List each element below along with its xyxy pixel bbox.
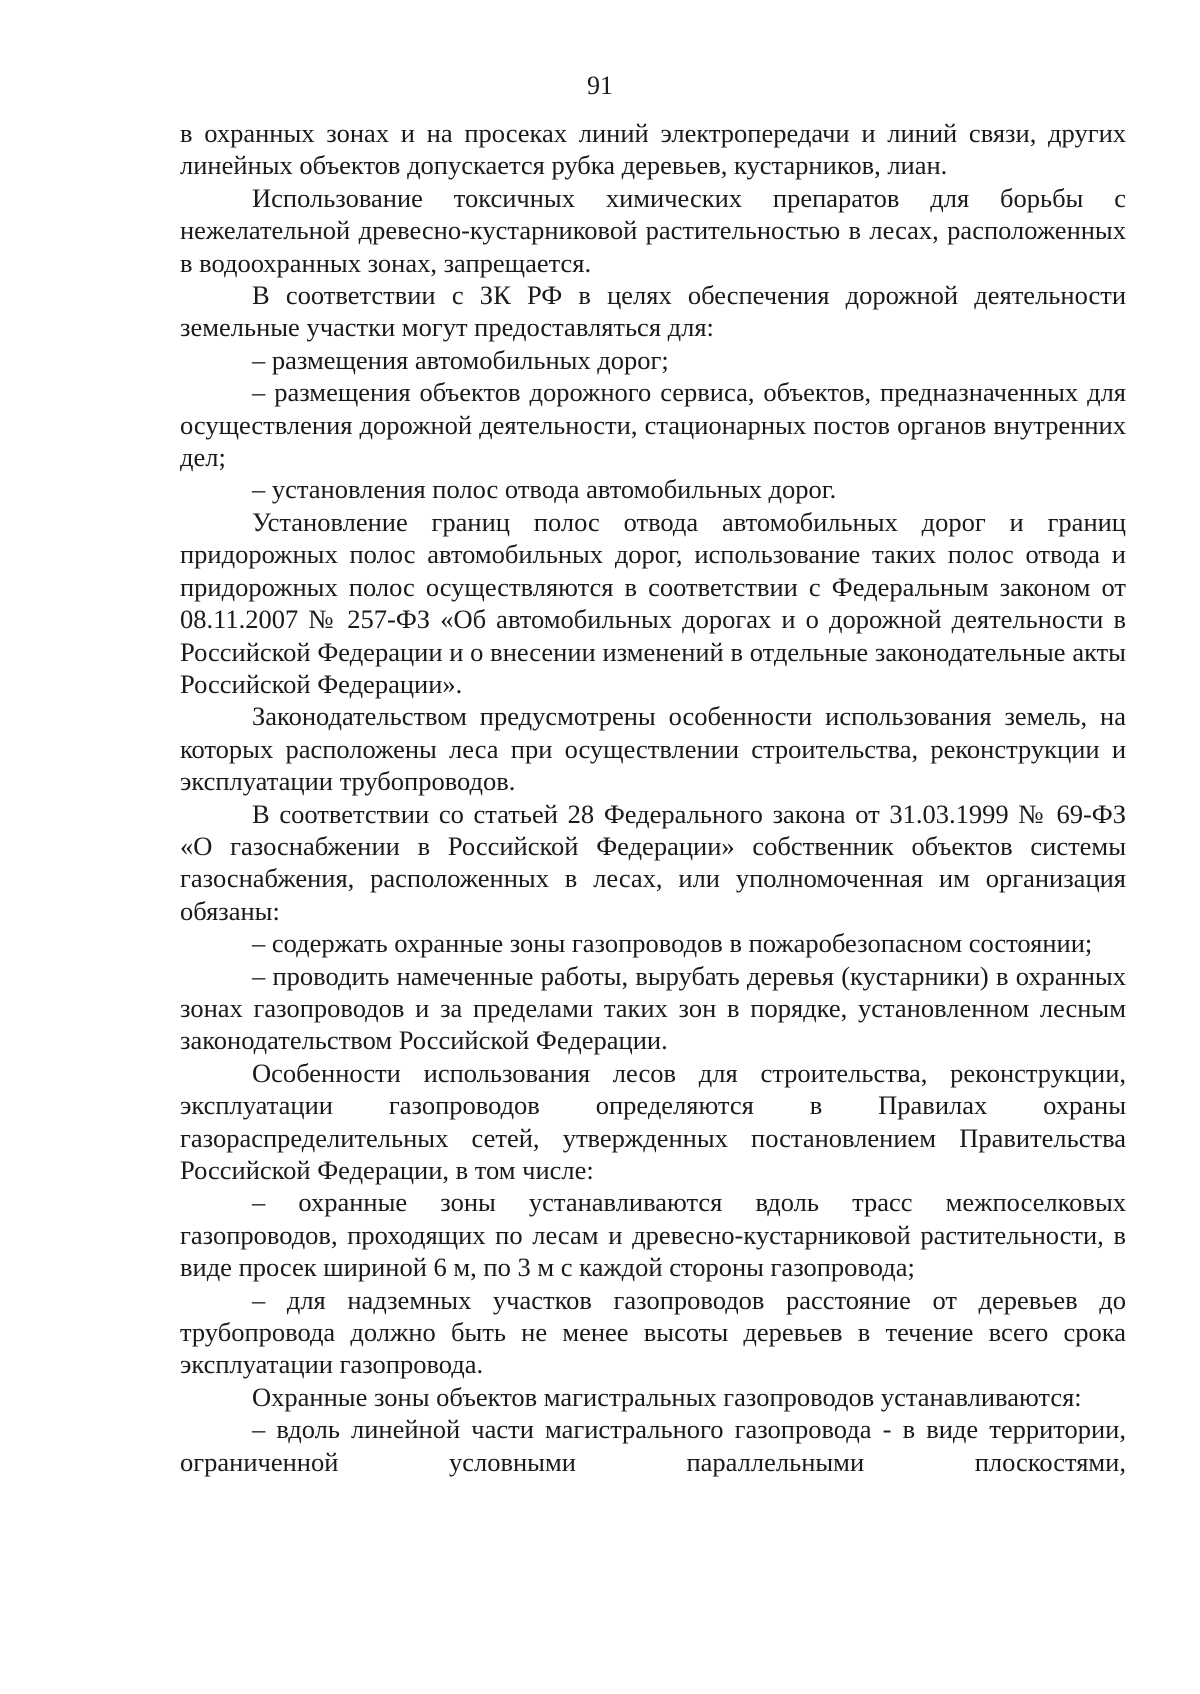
page-number: 91 — [587, 71, 613, 100]
paragraph-2: Использование токсичных химических препаратов для борьбы с нежелательной древесно-кустарниковой растительностью в лесах, расположенных в водоохранных зонах, запрещается. — [180, 182, 1126, 278]
list-item-3: – установления полос отвода автомобильных дорог. — [252, 474, 837, 505]
paragraph-6: В соответствии со статьей 28 Федерального закона от 31.03.1999 № 69-ФЗ «О газоснабжении в Российской Федерации» собственник объектов системы газоснабжения, расположенных в лесах, или уполномоченная им организация обязаны: — [180, 798, 1126, 926]
list-item-4: – содержать охранные зоны газопроводов в пожаробезопасном состоянии; — [252, 928, 1093, 959]
paragraph-5: Законодательством предусмотрены особенности использования земель, на которых расположены леса при осуществлении строительства, реконструкции и эксплуатации трубопроводов. — [180, 701, 1126, 797]
paragraph-3: В соответствии с ЗК РФ в целях обеспечения дорожной деятельности земельные участки могут предоставляться для: — [180, 280, 1126, 343]
list-item-2: – размещения объектов дорожного сервиса, объектов, предназначенных для осуществления дорожной деятельности, стационарных постов органов внутренних дел; — [180, 377, 1126, 473]
list-item-8: – вдоль линейной части магистрального газопровода - в виде территории, ограниченной условными параллельными плоскостями, — [180, 1414, 1126, 1477]
paragraph-4: Установление границ полос отвода автомобильных дорог и границ придорожных полос автомобильных дорог, использование таких полос отвода и придорожных полос осуществляются в соответствии с Федеральным законом от 08.11.2007 № 257-ФЗ «Об автомобильных дорогах и о дорожной деятельности в Российской Федерации и о внесении изменений в отдельные законодательные акты Российской Федерации». — [180, 506, 1126, 699]
document-body — [180, 117, 1126, 1478]
paragraph-1: в охранных зонах и на просеках линий электропередачи и линий связи, других линейных объектов допускается рубка деревьев, кустарников, лиан. — [180, 118, 1126, 181]
list-item-6: – охранные зоны устанавливаются вдоль трасс межпоселковых газопроводов, проходящих по лесам и древесно-кустарниковой растительности, в виде просек шириной 6 м, по 3 м с каждой стороны газопровода; — [180, 1187, 1126, 1283]
paragraph-8: Охранные зоны объектов магистральных газопроводов устанавливаются: — [252, 1381, 1082, 1412]
list-item-7: – для надземных участков газопроводов расстояние от деревьев до трубопровода должно быть не менее высоты деревьев в течение всего срока эксплуатации газопровода. — [180, 1284, 1126, 1380]
paragraph-7: Особенности использования лесов для строительства, реконструкции, эксплуатации газопроводов определяются в Правилах охраны газораспределительных сетей, утвержденных постановлением Правительства Российской Федерации, в том числе: — [180, 1057, 1126, 1185]
list-item-5: – проводить намеченные работы, вырубать деревья (кустарники) в охранных зонах газопроводов и за пределами таких зон в порядке, установленном лесным законодательством Российской Федерации. — [180, 960, 1126, 1056]
list-item-1: – размещения автомобильных дорог; — [252, 344, 669, 375]
